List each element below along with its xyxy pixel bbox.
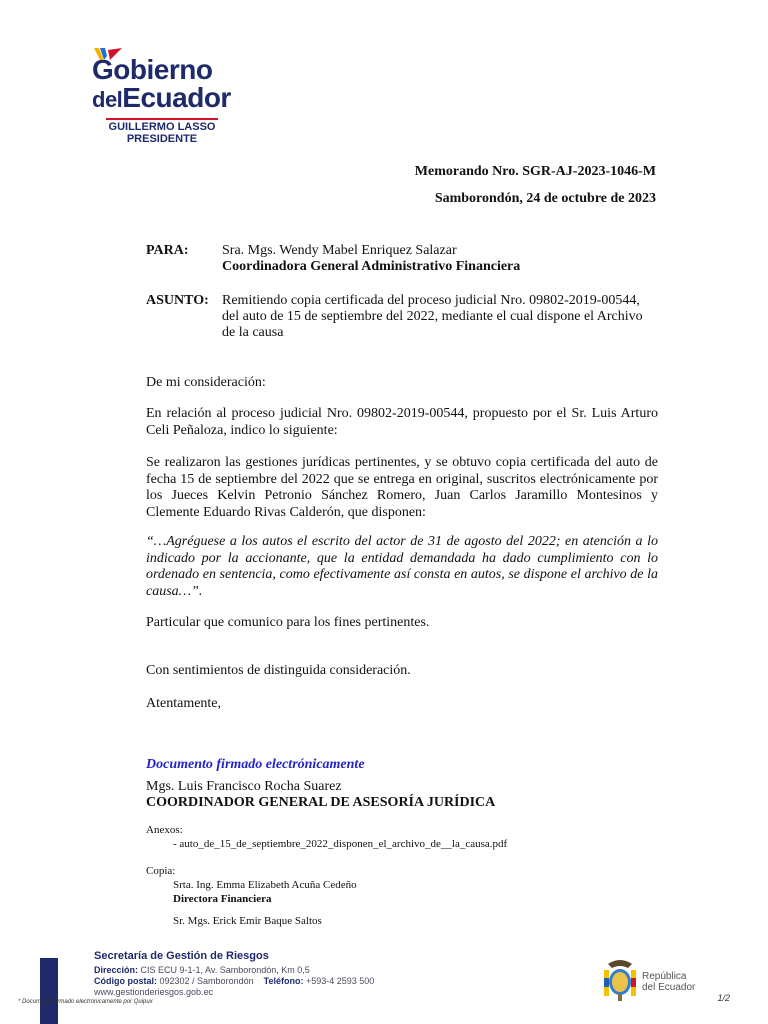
quoted-ruling: “…Agréguese a los autos el escrito del actor de 31 de agosto del 2022; en atención a lo indicado por la accionante, que la entidad demandada ha dado cumplimiento con lo ordenado en sentencia, como efectivamente así consta en autos, se dispone el archivo de la causa…”. [146, 534, 658, 599]
logo-line-gobierno: Gobierno [92, 54, 213, 85]
annex-item: - auto_de_15_de_septiembre_2022_disponen_el_archivo_de__la_causa.pdf [173, 838, 508, 850]
greeting: De mi consideración: [146, 375, 266, 390]
footer-phone: +593-4 2593 500 [305, 976, 375, 986]
body-paragraph-3: Particular que comunico para los fines pertinentes. [146, 615, 430, 630]
subject-label: ASUNTO: [146, 293, 209, 308]
republic-text [642, 971, 695, 993]
footer-postal-line [94, 976, 374, 987]
subject-line-1: Remitiendo copia certificada del proceso judicial Nro. 09802-2019-00544, [222, 293, 640, 308]
to-label: PARA: [146, 243, 189, 258]
copy-person-1-role: Directora Financiera [173, 893, 272, 905]
logo-president-name: GUILLERMO LASSO [108, 121, 216, 133]
quipux-stamp: * Documento firmado electrónicamente por Quipux [18, 999, 153, 1005]
footer-postal: 092302 / Samborondón [159, 976, 254, 986]
footer-postal-label: Código postal: [94, 976, 157, 986]
footer-address: CIS ECU 9-1-1, Av. Samborondón, Km 0,5 [140, 965, 310, 975]
footer-contact [94, 950, 374, 998]
to-name: Sra. Mgs. Wendy Mabel Enriquez Salazar [222, 243, 457, 258]
republic-line-1: República [642, 971, 687, 982]
footer-address-line [94, 965, 374, 976]
subject-line-2: del auto de 15 de septiembre del 2022, mediante el cual dispone el Archivo [222, 309, 643, 324]
page-number: 1/2 [717, 993, 730, 1003]
republic-emblem [600, 958, 720, 1002]
memo-number: Memorando Nro. SGR-AJ-2023-1046-M [414, 164, 656, 179]
subject-line-3: de la causa [222, 325, 284, 340]
footer-org: Secretaría de Gestión de Riesgos [94, 950, 269, 962]
copy-person-1-name: Srta. Ing. Emma Elizabeth Acuña Cedeño [173, 879, 357, 891]
body-paragraph-2: Se realizaron las gestiones jurídicas pertinentes, y se obtuvo copia certificada del auto de fecha 15 de septiembre del 2022 que se entrega en original, suscritos electrónicamente por los Jueces Kelvin Petronio Sánchez Romero, Juan Carlos Jaramillo Montesinos y Clemente Eduardo Rivas Calderón, que disponen: [146, 455, 658, 520]
footer-web: www.gestionderiesgos.gob.ec [94, 987, 214, 997]
footer-address-label: Dirección: [94, 965, 139, 975]
footer-phone-label: Teléfono: [263, 976, 304, 986]
copy-person-2-name: Sr. Mgs. Erick Emir Baque Saltos [173, 915, 322, 927]
copy-label: Copia: [146, 865, 176, 877]
signer-name: Mgs. Luis Francisco Rocha Suarez [146, 779, 342, 794]
logo-line-ecuador [92, 84, 231, 114]
logo-president-title: PRESIDENTE [126, 133, 198, 145]
closing: Con sentimientos de distinguida consideración. [146, 663, 411, 678]
logo-del: del [92, 87, 123, 112]
footer-accent-bar [40, 958, 58, 1024]
annexes-label: Anexos: [146, 824, 183, 836]
to-role: Coordinadora General Administrativo Financiera [222, 259, 521, 274]
logo-red-rule [106, 118, 218, 120]
body-paragraph-1: En relación al proceso judicial Nro. 09802-2019-00544, propuesto por el Sr. Luis Arturo Celi Peñaloza, indico lo siguiente: [146, 406, 658, 438]
logo-ecuador: Ecuador [122, 82, 231, 113]
republic-line-2: del Ecuador [642, 982, 696, 993]
electronic-signature-note: Documento firmado electrónicamente [146, 757, 365, 772]
regards: Atentamente, [146, 696, 222, 711]
memo-place-date: Samborondón, 24 de octubre de 2023 [434, 191, 656, 206]
coat-of-arms-icon [600, 958, 640, 1002]
signer-title: COORDINADOR GENERAL DE ASESORÍA JURÍDICA [146, 795, 496, 810]
